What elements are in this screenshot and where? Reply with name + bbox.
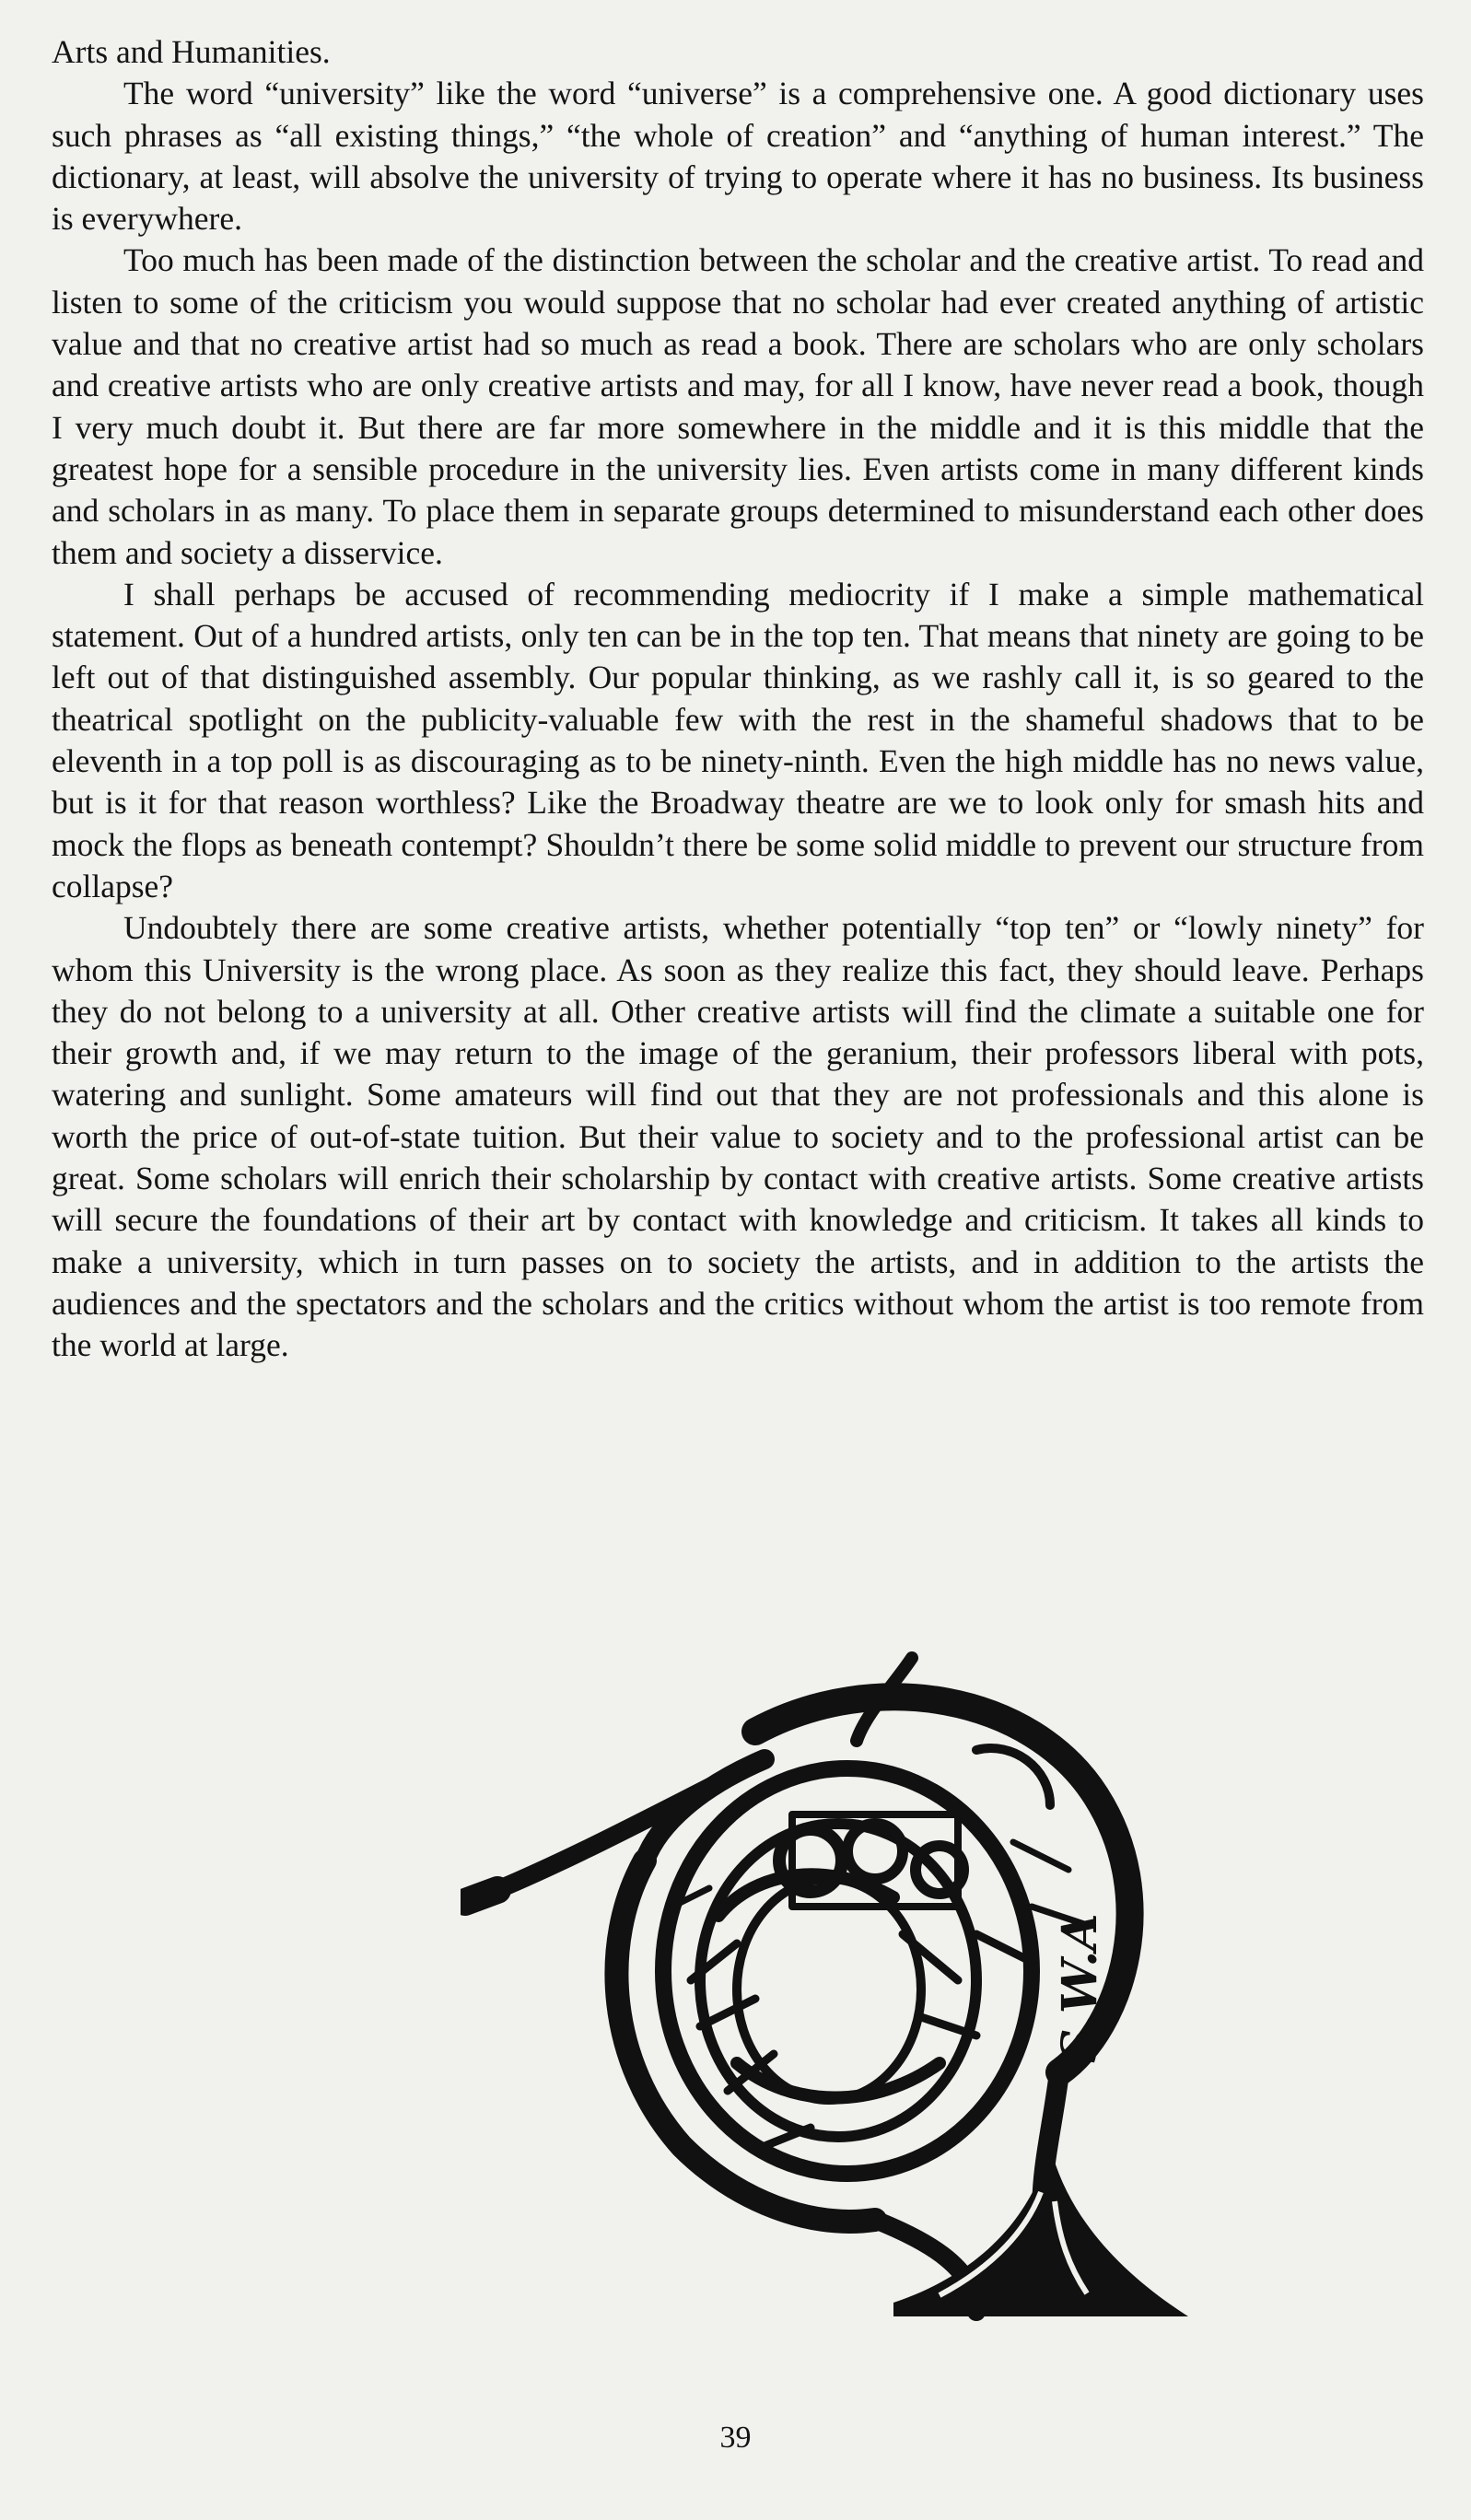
paragraph-scholar-artist: Too much has been made of the distinction between the scholar and the creative artist. To read and listen to some of the criticism you would suppose that no scholar had ever created anything of artistic value and that no creative artist had so much as read a book. There are scholars who are only scholars and creative artists who are only creative artists and may, for all I know, have never read a book, though I very much doubt it. But there are far more somewhere in the middle and it is this middle that the greatest hope for a sensible procedure in the university lies. Even artists come in many different kinds and scholars in as many. To place them in separate groups determined to misunderstand each other does them and society a disservice. [52, 241, 1424, 571]
paragraph-top-ten: I shall perhaps be accused of recommending mediocrity if I make a simple mathematical statement. Out of a hundred artists, only ten can be in the top ten. That means that ninety are going to be left out of that distinguished assembly. Our popular thinking, as we rashly call it, is so geared to the theatrical spotlight on the publicity-valuable few with the rest in the shameful shadows that to be eleventh in a top poll is as discouraging as to be ninety-ninth. Even the high middle has no news value, but is it for that reason worthless? Like the Broadway theatre are we to look only for smash hits and mock the flops as beneath contempt? Shouldn’t there be some solid middle to prevent our structure from collapse? [52, 575, 1424, 904]
paragraph-run-in: Arts and Humanities. [52, 33, 331, 70]
french-horn-illustration [461, 1630, 1197, 2349]
body-text [52, 31, 1424, 1367]
french-horn-drawing [461, 1630, 1197, 2349]
paragraph-creative-artists: Undoubtely there are some creative artists, whether potentially “top ten” or “lowly ninety” for whom this University is the wrong place. As soon as they realize this fact, they should leave. Perhaps they do not belong to a university at all. Other creative artists will find the climate a suitable one for their growth and, if we may return to the image of the geranium, their professors liberal with pots, watering and sunlight. Some amateurs will find out that they are not professionals and this alone is worth the price of out-of-state tuition. But their value to society and to the professional artist can be great. Some scholars will enrich their scholarship by contact with creative artists. Some creative artists will secure the foundations of their art by contact with knowledge and criticism. It takes all kinds to make a university, which in turn passes on to society the artists, and in addition to the artists the audiences and the spectators and the scholars and the critics without whom the artist is too remote from the world at large. [52, 909, 1424, 1364]
page-number: 39 [719, 2421, 752, 2455]
paragraph-university-definition: The word “university” like the word “universe” is a comprehensive one. A good dictionary uses such phrases as “all existing things,” “the whole of creation” and “anything of human interest.” The dictionary, at least, will absolve the university of trying to operate where it has no business. Its business is everywhere. [52, 75, 1424, 238]
artist-signature: S.W.A [1052, 1913, 1108, 2063]
